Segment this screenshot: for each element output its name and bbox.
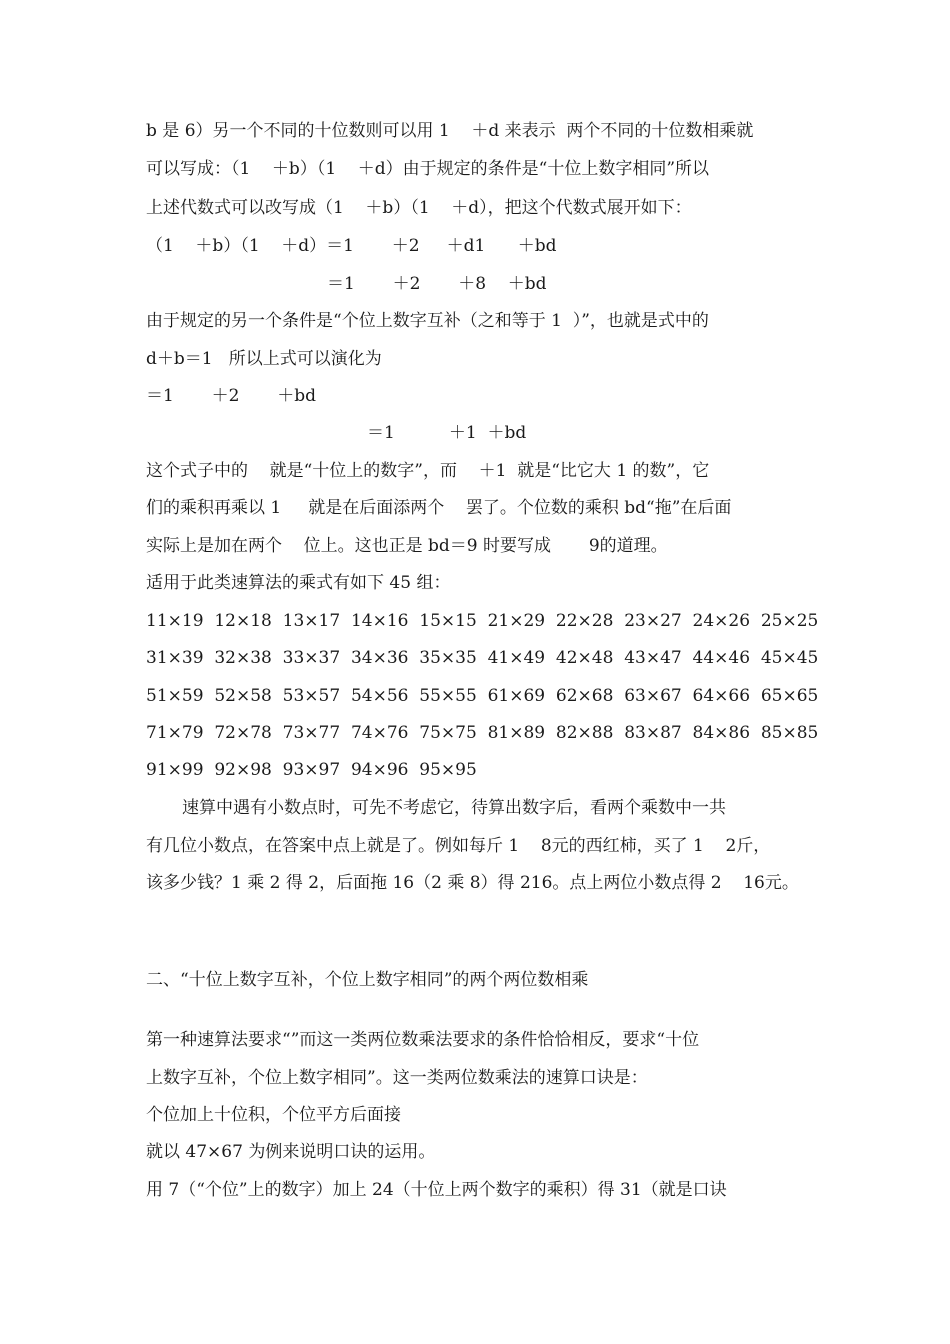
section-heading: 二、“十位上数字互补，个位上数字相同”的两个两位数相乘 bbox=[146, 970, 589, 990]
product-row: 11×19 12×18 13×17 14×16 15×15 21×29 22×28 23×27 24×26 25×25 bbox=[146, 611, 819, 631]
text-line: 可以写成：（1 ＋b）（1 ＋d）由于规定的条件是“十位上数字相同”所以 bbox=[146, 159, 710, 179]
product-row: 31×39 32×38 33×37 34×36 35×35 41×49 42×48 43×47 44×46 45×45 bbox=[146, 648, 819, 668]
text-line: 实际上是加在两个 位上。这也正是 bd＝9 时要写成 9的道理。 bbox=[146, 536, 668, 556]
text-line: 们的乘积再乘以 1 就是在后面添两个 罢了。个位数的乘积 bd“拖”在后面 bbox=[146, 498, 732, 518]
text-line: 上述代数式可以改写成（1 ＋b）（1 ＋d），把这个代数式展开如下： bbox=[146, 198, 692, 218]
text-line: 就以 47×67 为例来说明口诀的运用。 bbox=[146, 1142, 436, 1162]
text-line: 由于规定的另一个条件是“个位上数字互补（之和等于 1 ）”，也就是式中的 bbox=[146, 311, 709, 331]
product-row: 91×99 92×98 93×97 94×96 95×95 bbox=[146, 760, 477, 780]
equation-line: ＝1 ＋1 ＋bd bbox=[367, 423, 527, 443]
text-line: 第一种速算法要求“”而这一类两位数乘法要求的条件恰恰相反，要求“十位 bbox=[146, 1030, 700, 1050]
product-row: 51×59 52×58 53×57 54×56 55×55 61×69 62×68 63×67 64×66 65×65 bbox=[146, 686, 819, 706]
text-line: 速算中遇有小数点时，可先不考虑它，待算出数字后，看两个乘数中一共 bbox=[182, 798, 726, 818]
product-row: 71×79 72×78 73×77 74×76 75×75 81×89 82×88 83×87 84×86 85×85 bbox=[146, 723, 819, 743]
text-line: 个位加上十位积，个位平方后面接 bbox=[146, 1105, 401, 1125]
equation-line: （1 ＋b）（1 ＋d）＝1 ＋2 ＋d1 ＋bd bbox=[146, 236, 557, 256]
text-line: 该多少钱？1 乘 2 得 2，后面拖 16（2 乘 8）得 216。点上两位小数点得 2 16元。 bbox=[146, 873, 799, 893]
text-line: 这个式子中的 就是“十位上的数字”，而 ＋1 就是“比它大 1 的数”，它 bbox=[146, 461, 710, 481]
text-line: 上数字互补，个位上数字相同”。这一类两位数乘法的速算口诀是： bbox=[146, 1068, 648, 1088]
text-line: d＋b＝1 所以上式可以演化为 bbox=[146, 349, 382, 369]
text-line: 适用于此类速算法的乘式有如下 45 组： bbox=[146, 573, 451, 593]
equation-line: ＝1 ＋2 ＋8 ＋bd bbox=[327, 274, 547, 294]
equation-line: ＝1 ＋2 ＋bd bbox=[146, 386, 317, 406]
text-line: 有几位小数点，在答案中点上就是了。例如每斤 1 8元的西红柿，买了 1 2斤， bbox=[146, 836, 771, 856]
text-line: 用 7（“个位”上的数字）加上 24（十位上两个数字的乘积）得 31（就是口诀 bbox=[146, 1180, 727, 1200]
text-line: b 是 6）另一个不同的十位数则可以用 1 ＋d 来表示 两个不同的十位数相乘就 bbox=[146, 121, 754, 141]
